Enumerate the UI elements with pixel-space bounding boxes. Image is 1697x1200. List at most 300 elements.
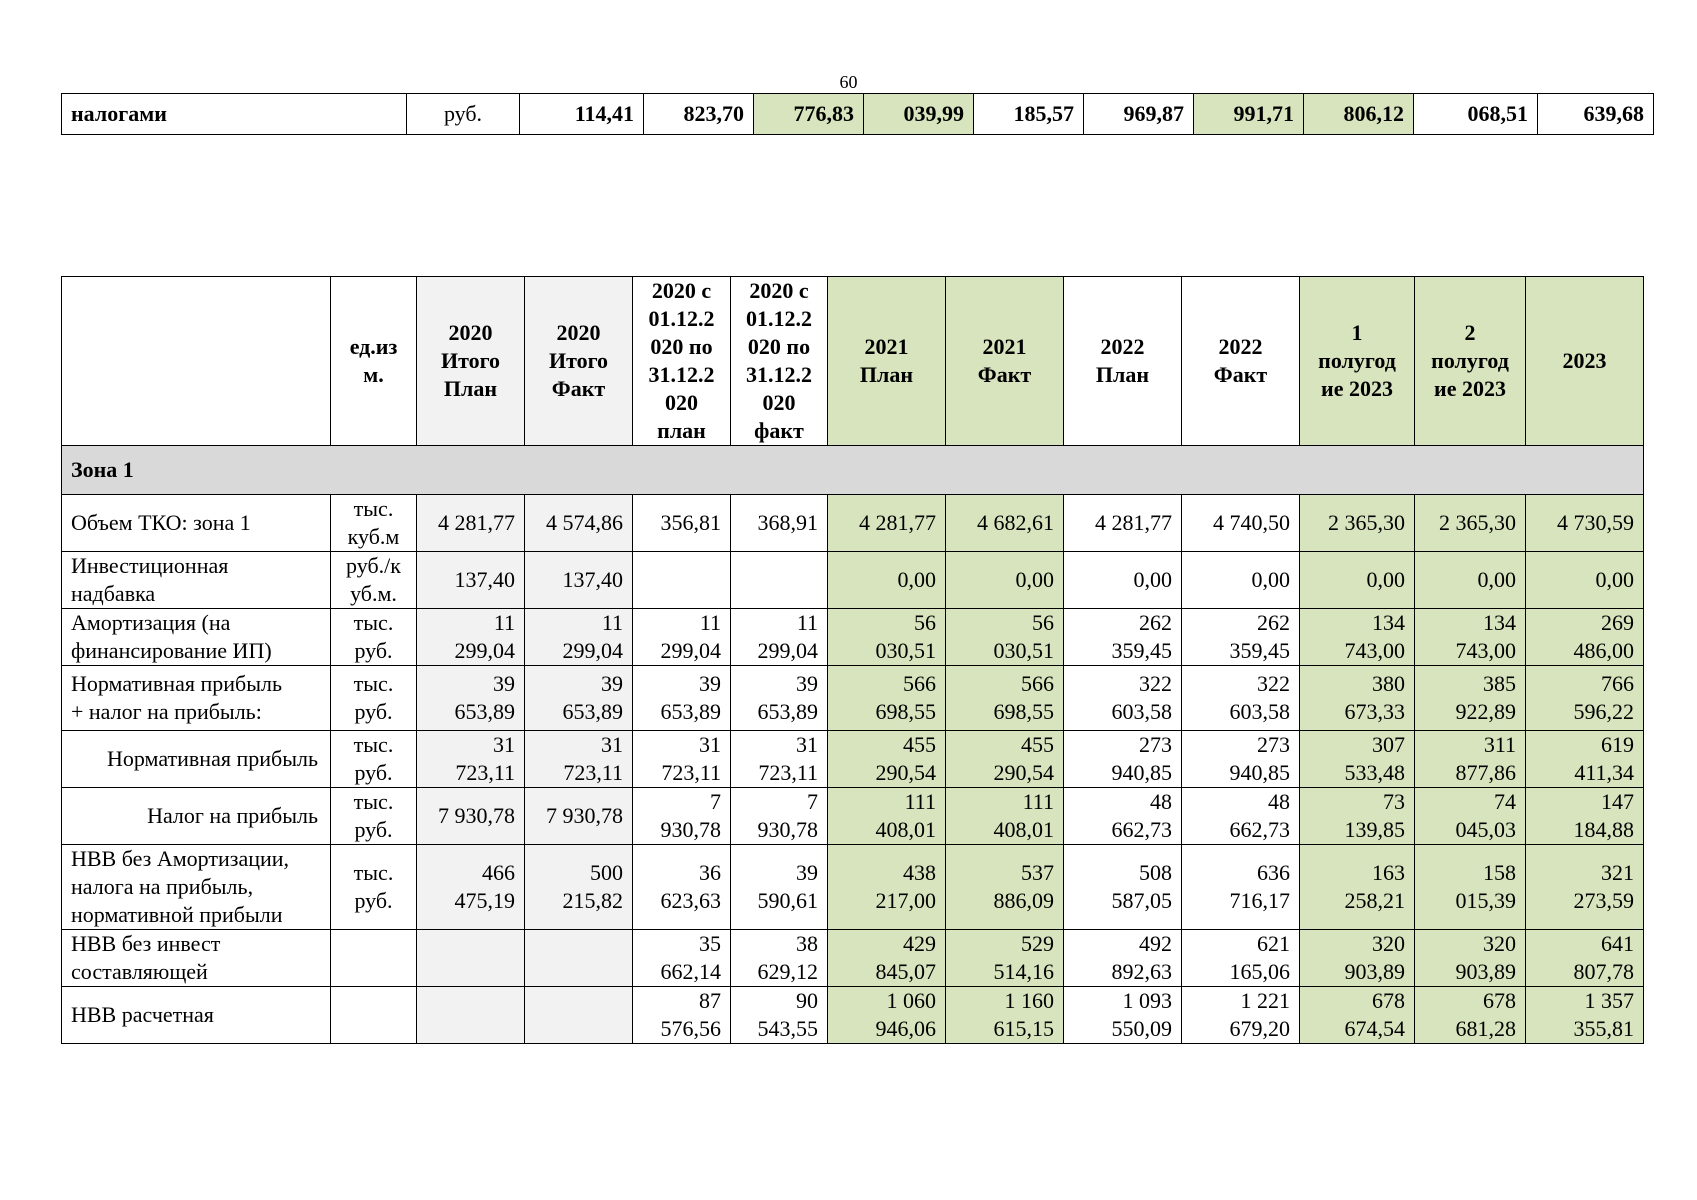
row-label-line: Налог на прибыль bbox=[147, 803, 318, 828]
value-cell bbox=[633, 495, 731, 552]
value-cell bbox=[1064, 987, 1182, 1044]
value-line: 030,51 bbox=[993, 638, 1054, 663]
value-cell: 114,41 bbox=[520, 94, 644, 135]
unit-line: куб.м bbox=[347, 524, 400, 549]
value-line: 0,00 bbox=[1366, 567, 1405, 592]
value-cell bbox=[1182, 731, 1300, 788]
value-line: 35 bbox=[699, 931, 721, 956]
value-line: 922,89 bbox=[1455, 699, 1516, 724]
value-cell: 185,57 bbox=[974, 94, 1084, 135]
value-line: 39 bbox=[493, 671, 515, 696]
value-cell bbox=[1415, 495, 1526, 552]
value-line: 31 bbox=[493, 732, 515, 757]
row-label-line: Инвестиционная bbox=[71, 553, 229, 578]
value-cell: 991,71 bbox=[1194, 94, 1304, 135]
value-line: 139,85 bbox=[1344, 817, 1405, 842]
value-cell bbox=[1300, 788, 1415, 845]
value-cell bbox=[1064, 845, 1182, 930]
column-header bbox=[731, 277, 828, 446]
value-line: 641 bbox=[1601, 931, 1634, 956]
unit-cell bbox=[331, 495, 417, 552]
column-header bbox=[1415, 277, 1526, 446]
value-line: 111 bbox=[904, 789, 936, 814]
value-cell bbox=[1526, 788, 1644, 845]
value-line: 629,12 bbox=[757, 959, 818, 984]
value-cell bbox=[1300, 495, 1415, 552]
header-line: 2021 bbox=[982, 334, 1027, 359]
value-line: 766 bbox=[1601, 671, 1634, 696]
value-line: 587,05 bbox=[1111, 888, 1172, 913]
value-cell bbox=[525, 987, 633, 1044]
value-line: 529 bbox=[1021, 931, 1054, 956]
value-line: 39 bbox=[601, 671, 623, 696]
value-line: 217,00 bbox=[875, 888, 936, 913]
value-cell bbox=[946, 666, 1064, 731]
value-cell bbox=[1526, 845, 1644, 930]
value-cell bbox=[1064, 552, 1182, 609]
value-cell bbox=[525, 788, 633, 845]
value-line: 56 bbox=[914, 610, 936, 635]
value-cell bbox=[946, 552, 1064, 609]
unit-cell: руб. bbox=[407, 94, 520, 135]
value-line: 673,33 bbox=[1344, 699, 1405, 724]
value-cell bbox=[525, 552, 633, 609]
value-cell bbox=[731, 609, 828, 666]
value-cell bbox=[417, 609, 525, 666]
value-line: 903,89 bbox=[1344, 959, 1405, 984]
value-line: 892,63 bbox=[1111, 959, 1172, 984]
value-cell bbox=[1182, 609, 1300, 666]
unit-line: руб. bbox=[354, 760, 393, 785]
header-line: 2020 с bbox=[749, 278, 809, 303]
value-line: 807,78 bbox=[1573, 959, 1634, 984]
value-cell: 806,12 bbox=[1304, 94, 1414, 135]
value-cell bbox=[633, 845, 731, 930]
value-cell bbox=[417, 788, 525, 845]
value-line: 537 bbox=[1021, 860, 1054, 885]
value-line: 273 bbox=[1139, 732, 1172, 757]
header-line: Факт bbox=[1213, 362, 1268, 387]
value-line: 31 bbox=[699, 732, 721, 757]
value-line: 321 bbox=[1601, 860, 1634, 885]
value-cell: 639,68 bbox=[1538, 94, 1654, 135]
value-cell: 776,83 bbox=[754, 94, 864, 135]
value-line: 566 bbox=[903, 671, 936, 696]
value-line: 39 bbox=[699, 671, 721, 696]
value-cell bbox=[1526, 495, 1644, 552]
header-name-cell bbox=[62, 277, 331, 446]
value-line: 299,04 bbox=[757, 638, 818, 663]
value-line: 500 bbox=[590, 860, 623, 885]
table-row bbox=[62, 788, 1644, 845]
value-line: 320 bbox=[1483, 931, 1516, 956]
header-line: План bbox=[1095, 362, 1150, 387]
value-cell bbox=[525, 731, 633, 788]
unit-line: тыс. bbox=[353, 671, 394, 696]
header-line: 020 по bbox=[747, 334, 811, 359]
value-cell bbox=[946, 845, 1064, 930]
table-row bbox=[62, 930, 1644, 987]
value-cell bbox=[828, 731, 946, 788]
zone-label: Зона 1 bbox=[62, 446, 1644, 495]
row-label-line: Нормативная прибыль bbox=[71, 671, 282, 696]
value-line: 1 060 bbox=[886, 988, 936, 1013]
table-row bbox=[62, 987, 1644, 1044]
value-line: 4 574,86 bbox=[546, 510, 623, 535]
value-line: 48 bbox=[1150, 789, 1172, 814]
unit-line: руб. bbox=[354, 638, 393, 663]
row-label-line: Объем ТКО: зона 1 bbox=[71, 510, 251, 535]
value-cell bbox=[525, 609, 633, 666]
header-line: 2020 bbox=[556, 320, 601, 345]
value-cell bbox=[1415, 666, 1526, 731]
value-cell bbox=[1526, 666, 1644, 731]
value-cell bbox=[946, 788, 1064, 845]
unit-line: тыс. bbox=[353, 496, 394, 521]
column-header bbox=[633, 277, 731, 446]
value-line: 36 bbox=[699, 860, 721, 885]
header-line: ие 2023 bbox=[1434, 376, 1506, 401]
value-line: 845,07 bbox=[875, 959, 936, 984]
value-line: 4 281,77 bbox=[859, 510, 936, 535]
value-line: 486,00 bbox=[1573, 638, 1634, 663]
header-line: План bbox=[443, 376, 498, 401]
value-cell bbox=[731, 666, 828, 731]
value-cell bbox=[1415, 788, 1526, 845]
value-line: 603,58 bbox=[1229, 699, 1290, 724]
value-cell: 823,70 bbox=[644, 94, 754, 135]
value-line: 320 bbox=[1372, 931, 1405, 956]
unit-cell bbox=[331, 930, 417, 987]
value-cell bbox=[1300, 609, 1415, 666]
value-line: 165,06 bbox=[1229, 959, 1290, 984]
header-line: Итого bbox=[440, 348, 501, 373]
value-line: 653,89 bbox=[660, 699, 721, 724]
unit-cell bbox=[331, 609, 417, 666]
value-line: 290,54 bbox=[875, 760, 936, 785]
unit-cell bbox=[331, 552, 417, 609]
table-row bbox=[62, 666, 1644, 731]
value-line: 273 bbox=[1257, 732, 1290, 757]
value-line: 455 bbox=[1021, 732, 1054, 757]
unit-cell bbox=[331, 731, 417, 788]
value-cell bbox=[1182, 788, 1300, 845]
top-table-row bbox=[62, 94, 1654, 135]
value-line: 359,45 bbox=[1111, 638, 1172, 663]
value-cell bbox=[633, 552, 731, 609]
value-cell bbox=[633, 930, 731, 987]
value-line: 930,78 bbox=[660, 817, 721, 842]
header-line: 2023 bbox=[1562, 348, 1607, 373]
header-line: Итого bbox=[548, 348, 609, 373]
value-line: 930,78 bbox=[757, 817, 818, 842]
value-line: 576,56 bbox=[660, 1016, 721, 1041]
value-line: 90 bbox=[796, 988, 818, 1013]
value-line: 653,89 bbox=[454, 699, 515, 724]
value-line: 615,15 bbox=[993, 1016, 1054, 1041]
unit-cell bbox=[331, 666, 417, 731]
value-line: 7 930,78 bbox=[546, 803, 623, 828]
header-line: Факт bbox=[977, 362, 1032, 387]
value-cell bbox=[828, 552, 946, 609]
row-label-line: НВВ расчетная bbox=[71, 1002, 214, 1027]
value-line: 674,54 bbox=[1344, 1016, 1405, 1041]
value-cell bbox=[1300, 666, 1415, 731]
value-line: 299,04 bbox=[660, 638, 721, 663]
row-label bbox=[62, 731, 331, 788]
value-line: 698,55 bbox=[993, 699, 1054, 724]
unit-line: руб./к bbox=[346, 553, 401, 578]
table-row bbox=[62, 609, 1644, 666]
value-line: 258,21 bbox=[1344, 888, 1405, 913]
value-cell bbox=[1526, 930, 1644, 987]
row-label: налогами bbox=[62, 94, 407, 135]
header-line: 31.12.2 bbox=[648, 362, 715, 387]
row-label-line: НВВ без инвест bbox=[71, 931, 221, 956]
header-line: 01.12.2 bbox=[746, 306, 812, 331]
value-line: 262 bbox=[1257, 610, 1290, 635]
value-cell bbox=[417, 666, 525, 731]
row-label bbox=[62, 666, 331, 731]
value-cell bbox=[633, 609, 731, 666]
value-line: 359,45 bbox=[1229, 638, 1290, 663]
header-line: факт bbox=[754, 418, 804, 443]
value-cell bbox=[1300, 930, 1415, 987]
header-line: ие 2023 bbox=[1321, 376, 1393, 401]
value-line: 7 bbox=[807, 789, 818, 814]
value-line: 533,48 bbox=[1344, 760, 1405, 785]
value-cell bbox=[828, 930, 946, 987]
value-cell bbox=[1064, 788, 1182, 845]
header-line: план bbox=[657, 418, 706, 443]
value-line: 56 bbox=[1032, 610, 1054, 635]
row-label bbox=[62, 609, 331, 666]
value-cell bbox=[1415, 845, 1526, 930]
row-label bbox=[62, 552, 331, 609]
value-line: 73 bbox=[1383, 789, 1405, 814]
value-line: 408,01 bbox=[875, 817, 936, 842]
value-line: 4 740,50 bbox=[1213, 510, 1290, 535]
value-cell bbox=[633, 666, 731, 731]
unit-line: тыс. bbox=[353, 789, 394, 814]
header-line: полугод bbox=[1318, 348, 1396, 373]
value-cell bbox=[731, 495, 828, 552]
value-line: 2 365,30 bbox=[1439, 510, 1516, 535]
value-line: 438 bbox=[903, 860, 936, 885]
value-cell bbox=[633, 788, 731, 845]
value-cell bbox=[731, 930, 828, 987]
value-line: 158 bbox=[1483, 860, 1516, 885]
value-line: 698,55 bbox=[875, 699, 936, 724]
value-cell bbox=[633, 987, 731, 1044]
value-cell bbox=[731, 731, 828, 788]
header-line: Факт bbox=[551, 376, 606, 401]
value-cell bbox=[1182, 930, 1300, 987]
value-line: 662,73 bbox=[1111, 817, 1172, 842]
value-line: 0,00 bbox=[1133, 567, 1172, 592]
top-table-fragment bbox=[61, 93, 1654, 135]
value-cell bbox=[1526, 731, 1644, 788]
value-line: 543,55 bbox=[757, 1016, 818, 1041]
value-line: 619 bbox=[1601, 732, 1634, 757]
value-line: 492 bbox=[1139, 931, 1172, 956]
value-line: 030,51 bbox=[875, 638, 936, 663]
value-line: 184,88 bbox=[1573, 817, 1634, 842]
value-cell bbox=[1064, 930, 1182, 987]
value-line: 1 093 bbox=[1122, 988, 1172, 1013]
header-unit-cell bbox=[331, 277, 417, 446]
unit-cell bbox=[331, 788, 417, 845]
value-cell bbox=[1526, 609, 1644, 666]
value-cell bbox=[1300, 731, 1415, 788]
column-header bbox=[525, 277, 633, 446]
header-line: 31.12.2 bbox=[746, 362, 812, 387]
value-cell bbox=[417, 552, 525, 609]
row-label-line: НВВ без Амортизации, bbox=[71, 846, 290, 871]
value-line: 137,40 bbox=[454, 567, 515, 592]
value-line: 111 bbox=[1022, 789, 1054, 814]
value-cell bbox=[1300, 552, 1415, 609]
value-line: 877,86 bbox=[1455, 760, 1516, 785]
value-line: 723,11 bbox=[758, 760, 818, 785]
header-line: м. bbox=[363, 362, 384, 387]
header-line: 020 по bbox=[650, 334, 713, 359]
value-line: 903,89 bbox=[1455, 959, 1516, 984]
value-line: 679,20 bbox=[1229, 1016, 1290, 1041]
value-line: 1 357 bbox=[1584, 988, 1634, 1013]
tariff-table bbox=[61, 276, 1644, 1044]
value-line: 603,58 bbox=[1111, 699, 1172, 724]
value-line: 0,00 bbox=[1015, 567, 1054, 592]
value-line: 623,63 bbox=[660, 888, 721, 913]
header-line: 01.12.2 bbox=[648, 306, 715, 331]
value-line: 590,61 bbox=[757, 888, 818, 913]
value-line: 38 bbox=[796, 931, 818, 956]
value-cell bbox=[1415, 987, 1526, 1044]
value-line: 4 281,77 bbox=[1095, 510, 1172, 535]
value-line: 015,39 bbox=[1455, 888, 1516, 913]
header-line: 2022 bbox=[1100, 334, 1145, 359]
value-line: 743,00 bbox=[1344, 638, 1405, 663]
value-line: 262 bbox=[1139, 610, 1172, 635]
unit-line: руб. bbox=[354, 817, 393, 842]
value-cell bbox=[828, 666, 946, 731]
value-cell bbox=[1182, 552, 1300, 609]
value-cell bbox=[1415, 609, 1526, 666]
value-line: 11 bbox=[493, 610, 515, 635]
value-line: 39 bbox=[796, 860, 818, 885]
value-cell bbox=[417, 731, 525, 788]
value-line: 385 bbox=[1483, 671, 1516, 696]
header-line: 2020 с bbox=[651, 278, 712, 303]
value-line: 1 160 bbox=[1004, 988, 1054, 1013]
value-line: 0,00 bbox=[1477, 567, 1516, 592]
header-line: 2 bbox=[1464, 320, 1476, 345]
value-line: 455 bbox=[903, 732, 936, 757]
value-line: 11 bbox=[699, 610, 721, 635]
value-cell bbox=[525, 495, 633, 552]
row-label bbox=[62, 845, 331, 930]
value-cell: 039,99 bbox=[864, 94, 974, 135]
header-row bbox=[62, 277, 1644, 446]
row-label-line: налога на прибыль, bbox=[71, 874, 254, 899]
value-cell bbox=[1300, 845, 1415, 930]
value-cell bbox=[1182, 987, 1300, 1044]
page-number: 60 bbox=[839, 72, 858, 92]
value-line: 31 bbox=[796, 732, 818, 757]
table-row bbox=[62, 845, 1644, 930]
row-label-line: Амортизация (на bbox=[71, 610, 231, 635]
value-line: 886,09 bbox=[993, 888, 1054, 913]
value-cell bbox=[417, 987, 525, 1044]
row-label-line: Нормативная прибыль bbox=[107, 746, 318, 771]
row-label bbox=[62, 987, 331, 1044]
value-line: 11 bbox=[796, 610, 818, 635]
value-cell bbox=[1300, 987, 1415, 1044]
header-line: План bbox=[859, 362, 914, 387]
value-line: 134 bbox=[1483, 610, 1516, 635]
value-line: 653,89 bbox=[562, 699, 623, 724]
row-label-line: надбавка bbox=[71, 581, 156, 606]
value-line: 475,19 bbox=[454, 888, 515, 913]
value-line: 137,40 bbox=[562, 567, 623, 592]
value-line: 11 bbox=[601, 610, 623, 635]
header-line: ед.из bbox=[349, 334, 398, 359]
value-line: 408,01 bbox=[993, 817, 1054, 842]
value-line: 411,34 bbox=[1574, 760, 1634, 785]
row-label bbox=[62, 930, 331, 987]
value-line: 7 bbox=[710, 789, 721, 814]
value-line: 4 682,61 bbox=[977, 510, 1054, 535]
value-line: 514,16 bbox=[993, 959, 1054, 984]
column-header bbox=[946, 277, 1064, 446]
value-line: 621 bbox=[1257, 931, 1290, 956]
header-line: 1 bbox=[1351, 320, 1363, 345]
value-line: 4 281,77 bbox=[438, 510, 515, 535]
value-line: 940,85 bbox=[1111, 760, 1172, 785]
value-cell bbox=[1526, 987, 1644, 1044]
value-cell bbox=[1064, 609, 1182, 666]
value-cell bbox=[828, 845, 946, 930]
value-cell bbox=[525, 666, 633, 731]
value-cell bbox=[1182, 845, 1300, 930]
value-cell: 969,87 bbox=[1084, 94, 1194, 135]
value-line: 678 bbox=[1483, 988, 1516, 1013]
header-line: 2021 bbox=[864, 334, 909, 359]
value-cell bbox=[946, 609, 1064, 666]
row-label-line: + налог на прибыль: bbox=[71, 699, 262, 724]
value-line: 940,85 bbox=[1229, 760, 1290, 785]
value-cell bbox=[1415, 731, 1526, 788]
value-cell bbox=[525, 845, 633, 930]
value-cell bbox=[525, 930, 633, 987]
value-line: 723,11 bbox=[661, 760, 721, 785]
value-line: 678 bbox=[1372, 988, 1405, 1013]
value-cell bbox=[946, 731, 1064, 788]
value-cell bbox=[946, 987, 1064, 1044]
value-cell bbox=[731, 788, 828, 845]
unit-line: тыс. bbox=[353, 732, 394, 757]
row-label bbox=[62, 788, 331, 845]
value-line: 74 bbox=[1494, 789, 1516, 814]
header-line: 020 bbox=[762, 390, 796, 415]
value-line: 0,00 bbox=[1595, 567, 1634, 592]
value-cell bbox=[828, 495, 946, 552]
table-row bbox=[62, 552, 1644, 609]
value-line: 4 730,59 bbox=[1557, 510, 1634, 535]
header-line: полугод bbox=[1431, 348, 1509, 373]
value-line: 48 bbox=[1268, 789, 1290, 814]
